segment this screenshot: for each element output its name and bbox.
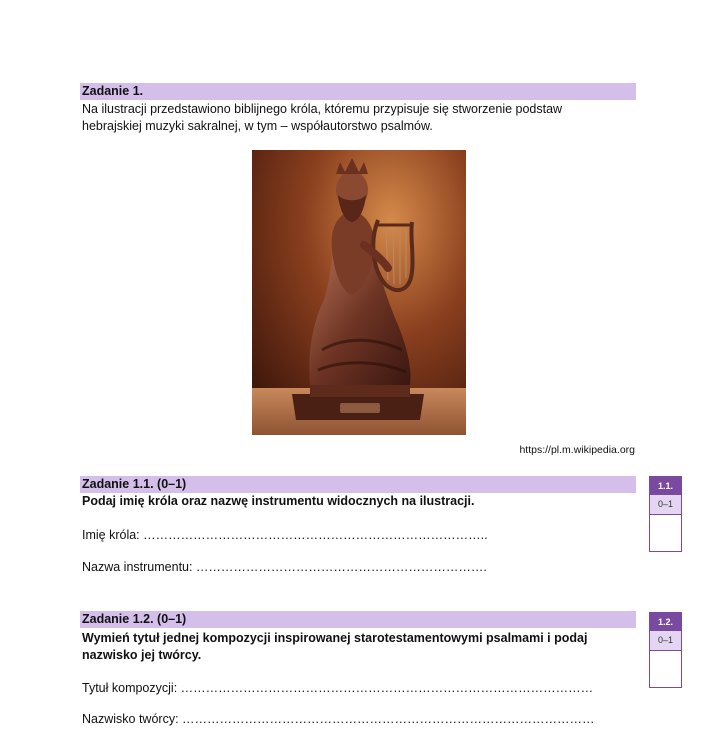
score-box-1-2: [649, 612, 682, 688]
task1-1-field-instrument: Nazwa instrumentu: …………………………………………………………….: [82, 560, 487, 574]
task1-2-question-line2: nazwisko jej twórcy.: [82, 648, 202, 662]
task1-intro-line1: Na ilustracji przedstawiono biblijnego króla, któremu przypisuje się stworzenie podstaw: [82, 102, 563, 116]
task1-2-header: Zadanie 1.2. (0–1): [80, 611, 636, 628]
score-entry-box[interactable]: [650, 515, 681, 551]
score-box-1-1: [649, 476, 682, 552]
score-points: 0–1: [650, 495, 681, 515]
king-david-statue-photo: [252, 150, 466, 435]
score-entry-box[interactable]: [650, 651, 681, 687]
task1-2-field-title: Tytuł kompozycji: ………………………………………………………………………………………: [82, 681, 594, 695]
task1-1-header: Zadanie 1.1. (0–1): [80, 476, 636, 493]
image-source: https://pl.m.wikipedia.org: [519, 444, 635, 456]
task1-header: Zadanie 1.: [80, 83, 636, 100]
score-number: 1.2.: [650, 613, 681, 631]
score-number: 1.1.: [650, 477, 681, 495]
score-points: 0–1: [650, 631, 681, 651]
task1-1-field-king-name: Imię króla: ………………………………………………………………………..: [82, 528, 488, 542]
task1-2-question-line1: Wymień tytuł jednej kompozycji inspirowanej starotestamentowymi psalmami i podaj: [82, 631, 588, 645]
task1-intro-line2: hebrajskiej muzyki sakralnej, w tym – współautorstwo psalmów.: [82, 119, 433, 133]
task1-1-question: Podaj imię króla oraz nazwę instrumentu widocznych na ilustracji.: [82, 494, 475, 508]
task1-2-field-author: Nazwisko twórcy: ………………………………………………………………………………………: [82, 712, 595, 726]
